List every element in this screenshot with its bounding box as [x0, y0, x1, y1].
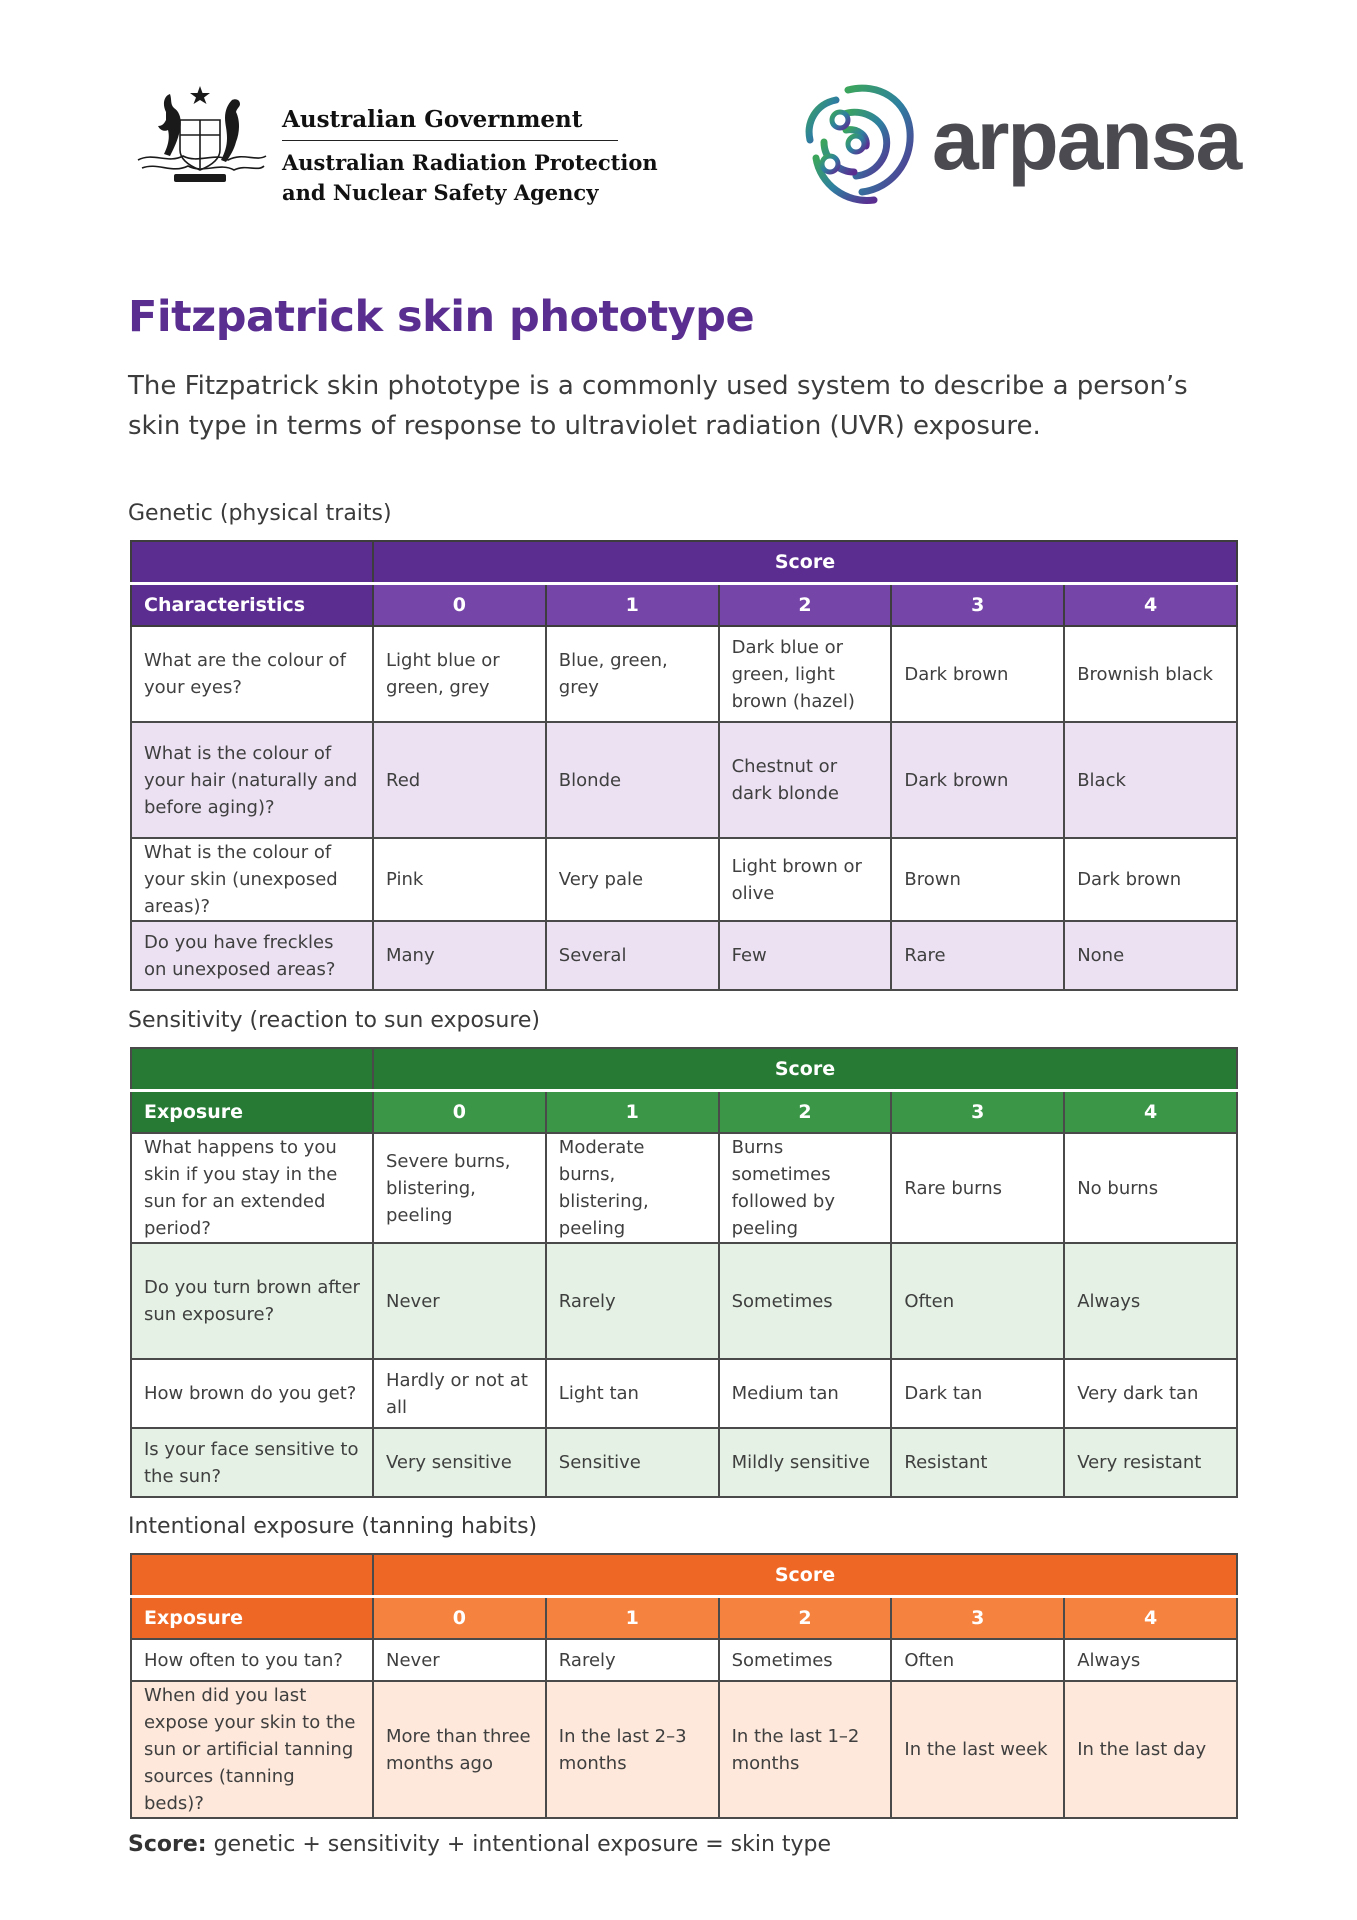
- intentional-section-label: Intentional exposure (tanning habits): [128, 1514, 538, 1539]
- sensitivity-column-header-row: [131, 1091, 1237, 1134]
- answer-cell: Sensitive: [546, 1428, 719, 1497]
- sensitivity-score-col-0: 0: [373, 1091, 546, 1134]
- table-row: [131, 838, 1237, 921]
- answer-cell: Rare: [891, 921, 1064, 990]
- score-formula: [128, 1832, 831, 1857]
- answer-cell: Dark blue or green, light brown (hazel): [719, 626, 892, 722]
- genetic-score-col-3: 3: [891, 584, 1064, 627]
- answer-cell: Many: [373, 921, 546, 990]
- table-row: [131, 626, 1237, 722]
- genetic-score-col-4: 4: [1064, 584, 1237, 627]
- arpansa-logo: [796, 80, 1241, 212]
- intentional-header-corner: [131, 1554, 373, 1597]
- answer-cell: Light tan: [546, 1359, 719, 1428]
- answer-cell: Often: [891, 1639, 1064, 1681]
- answer-cell: Always: [1064, 1243, 1237, 1359]
- agency-name-line1: Australian Radiation Protection: [282, 150, 658, 175]
- genetic-score-col-0: 0: [373, 584, 546, 627]
- intentional-table: [130, 1553, 1238, 1819]
- answer-cell: Brown: [891, 838, 1064, 921]
- intentional-score-header-row: [131, 1554, 1237, 1597]
- intentional-score-col-2: 2: [719, 1597, 892, 1640]
- genetic-score-header-row: [131, 541, 1237, 584]
- question-cell: How brown do you get?: [131, 1359, 373, 1428]
- intro-paragraph: The Fitzpatrick skin phototype is a commonly used system to describe a person’s skin type in terms of response to ultraviolet radiation (UVR) exposure.: [128, 371, 1188, 441]
- answer-cell: Blue, green, grey: [546, 626, 719, 722]
- answer-cell: In the last 2–3 months: [546, 1681, 719, 1818]
- answer-cell: Often: [891, 1243, 1064, 1359]
- answer-cell: Dark brown: [1064, 838, 1237, 921]
- answer-cell: Dark brown: [891, 626, 1064, 722]
- answer-cell: Black: [1064, 722, 1237, 838]
- sensitivity-score-col-3: 3: [891, 1091, 1064, 1134]
- answer-cell: Very pale: [546, 838, 719, 921]
- sensitivity-header-corner: [131, 1048, 373, 1091]
- answer-cell: Severe burns, blistering, peeling: [373, 1133, 546, 1243]
- table-row: [131, 1681, 1237, 1818]
- commonwealth-coat-of-arms-icon: [128, 82, 270, 188]
- genetic-header-corner: [131, 541, 373, 584]
- table-row: [131, 1359, 1237, 1428]
- question-cell: Is your face sensitive to the sun?: [131, 1428, 373, 1497]
- answer-cell: Always: [1064, 1639, 1237, 1681]
- agency-name-line2: and Nuclear Safety Agency: [282, 180, 599, 205]
- answer-cell: Very dark tan: [1064, 1359, 1237, 1428]
- sensitivity-score-col-4: 4: [1064, 1091, 1237, 1134]
- page-title: Fitzpatrick skin phototype: [128, 292, 755, 342]
- answer-cell: Burns sometimes followed by peeling: [719, 1133, 892, 1243]
- genetic-score-col-2: 2: [719, 584, 892, 627]
- genetic-characteristics-header: Characteristics: [131, 584, 373, 627]
- answer-cell: Pink: [373, 838, 546, 921]
- answer-cell: Brownish black: [1064, 626, 1237, 722]
- government-name: Australian Government: [282, 106, 618, 141]
- answer-cell: Rare burns: [891, 1133, 1064, 1243]
- answer-cell: Rarely: [546, 1243, 719, 1359]
- question-cell: What is the colour of your hair (naturally and before aging)?: [131, 722, 373, 838]
- genetic-table: [130, 540, 1238, 991]
- genetic-column-header-row: [131, 584, 1237, 627]
- genetic-score-col-1: 1: [546, 584, 719, 627]
- intentional-score-col-3: 3: [891, 1597, 1064, 1640]
- genetic-section-label: Genetic (physical traits): [128, 501, 392, 526]
- table-row: [131, 1133, 1237, 1243]
- answer-cell: In the last 1–2 months: [719, 1681, 892, 1818]
- answer-cell: Resistant: [891, 1428, 1064, 1497]
- question-cell: What happens to you skin if you stay in the sun for an extended period?: [131, 1133, 373, 1243]
- answer-cell: None: [1064, 921, 1237, 990]
- score-formula-text: genetic + sensitivity + intentional exposure = skin type: [213, 1832, 832, 1857]
- table-row: [131, 1639, 1237, 1681]
- answer-cell: No burns: [1064, 1133, 1237, 1243]
- arpansa-emblem-icon: [796, 80, 922, 212]
- intentional-score-header: Score: [373, 1554, 1237, 1597]
- answer-cell: Blonde: [546, 722, 719, 838]
- sensitivity-exposure-header: Exposure: [131, 1091, 373, 1134]
- intentional-score-col-4: 4: [1064, 1597, 1237, 1640]
- question-cell: When did you last expose your skin to the sun or artificial tanning sources (tanning beds)?: [131, 1681, 373, 1818]
- answer-cell: Medium tan: [719, 1359, 892, 1428]
- answer-cell: Hardly or not at all: [373, 1359, 546, 1428]
- question-cell: What are the colour of your eyes?: [131, 626, 373, 722]
- answer-cell: Red: [373, 722, 546, 838]
- intentional-score-col-0: 0: [373, 1597, 546, 1640]
- agency-name: [282, 148, 658, 208]
- arpansa-wordmark: arpansa: [932, 93, 1241, 187]
- score-formula-label: Score:: [128, 1832, 207, 1857]
- answer-cell: Dark brown: [891, 722, 1064, 838]
- question-cell: Do you turn brown after sun exposure?: [131, 1243, 373, 1359]
- sensitivity-table: [130, 1047, 1238, 1498]
- question-cell: What is the colour of your skin (unexposed areas)?: [131, 838, 373, 921]
- answer-cell: Rarely: [546, 1639, 719, 1681]
- answer-cell: Light brown or olive: [719, 838, 892, 921]
- answer-cell: Very resistant: [1064, 1428, 1237, 1497]
- answer-cell: More than three months ago: [373, 1681, 546, 1818]
- table-row: [131, 1243, 1237, 1359]
- sensitivity-score-col-2: 2: [719, 1091, 892, 1134]
- sensitivity-section-label: Sensitivity (reaction to sun exposure): [128, 1008, 541, 1033]
- answer-cell: Never: [373, 1639, 546, 1681]
- answer-cell: Sometimes: [719, 1243, 892, 1359]
- answer-cell: Several: [546, 921, 719, 990]
- answer-cell: In the last day: [1064, 1681, 1237, 1818]
- question-cell: How often to you tan?: [131, 1639, 373, 1681]
- sensitivity-score-header-row: [131, 1048, 1237, 1091]
- answer-cell: In the last week: [891, 1681, 1064, 1818]
- intentional-column-header-row: [131, 1597, 1237, 1640]
- table-row: [131, 921, 1237, 990]
- answer-cell: Mildly sensitive: [719, 1428, 892, 1497]
- answer-cell: Moderate burns, blistering, peeling: [546, 1133, 719, 1243]
- answer-cell: Chestnut or dark blonde: [719, 722, 892, 838]
- intentional-exposure-header: Exposure: [131, 1597, 373, 1640]
- government-logo: [128, 82, 658, 212]
- answer-cell: Very sensitive: [373, 1428, 546, 1497]
- answer-cell: Dark tan: [891, 1359, 1064, 1428]
- answer-cell: Light blue or green, grey: [373, 626, 546, 722]
- sensitivity-score-col-1: 1: [546, 1091, 719, 1134]
- question-cell: Do you have freckles on unexposed areas?: [131, 921, 373, 990]
- sensitivity-score-header: Score: [373, 1048, 1237, 1091]
- answer-cell: Sometimes: [719, 1639, 892, 1681]
- table-row: [131, 722, 1237, 838]
- intentional-score-col-1: 1: [546, 1597, 719, 1640]
- table-row: [131, 1428, 1237, 1497]
- answer-cell: Never: [373, 1243, 546, 1359]
- answer-cell: Few: [719, 921, 892, 990]
- genetic-score-header: Score: [373, 541, 1237, 584]
